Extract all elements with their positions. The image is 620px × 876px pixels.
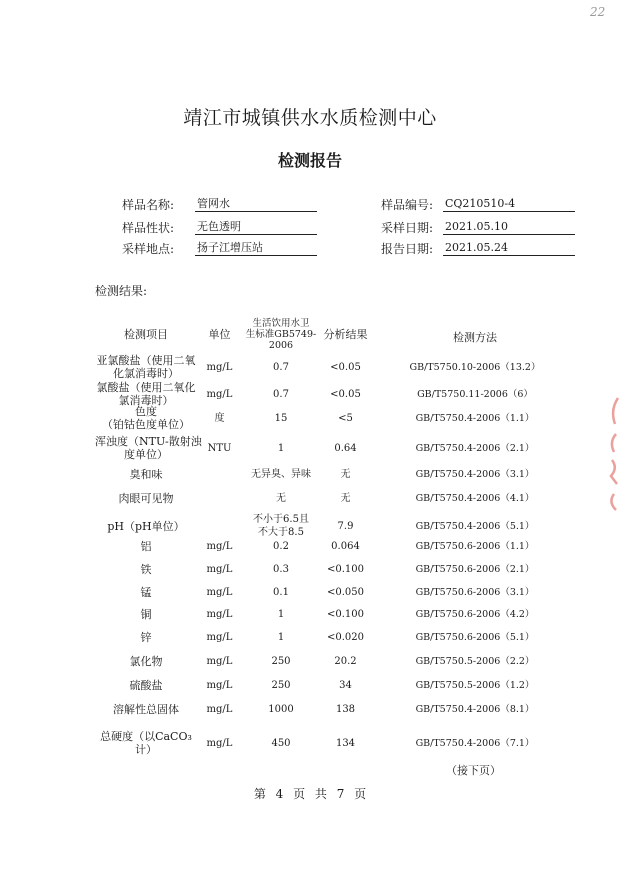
- report-date-value: 2021.05.24: [443, 241, 575, 256]
- sample-state-label: 样品性状:: [122, 221, 175, 235]
- row-method: GB/T5750.5-2006（2.2）: [415, 656, 535, 667]
- row-item: 亚氯酸盐（使用二氧 化氯消毒时）: [96, 354, 196, 380]
- sampling-site-label: 采样地点:: [122, 242, 175, 256]
- row-limit: 0.3: [273, 564, 289, 575]
- row-result: <0.05: [330, 388, 361, 400]
- sample-no-label: 样品编号:: [381, 198, 434, 212]
- row-item: 锌: [140, 631, 152, 644]
- row-item: 铝: [140, 540, 152, 553]
- handwritten-page-mark: 22: [590, 5, 606, 19]
- row-item: pH（pH单位）: [107, 519, 185, 533]
- row-unit: mg/L: [206, 587, 233, 598]
- row-unit: mg/L: [206, 704, 233, 715]
- row-limit: 250: [271, 656, 291, 667]
- row-result: 34: [339, 680, 352, 691]
- row-result: 无: [340, 493, 351, 504]
- row-item: 硫酸盐: [129, 679, 163, 692]
- row-unit: mg/L: [206, 564, 233, 575]
- row-result: 0.064: [331, 541, 360, 552]
- row-method: GB/T5750.6-2006（3.1）: [415, 587, 535, 598]
- row-item: 色度 （铂钴色度单位）: [102, 405, 190, 431]
- row-method: GB/T5750.6-2006（5.1）: [415, 632, 535, 643]
- row-item: 铁: [140, 563, 152, 576]
- row-unit: mg/L: [206, 656, 233, 667]
- row-limit: 1: [277, 609, 285, 620]
- row-method: GB/T5750.4-2006（4.1）: [415, 493, 535, 504]
- row-result: 20.2: [334, 656, 357, 667]
- sample-no-value: CQ210510-4: [443, 197, 575, 212]
- row-unit: mg/L: [206, 541, 233, 552]
- row-method: GB/T5750.4-2006（3.1）: [415, 469, 535, 480]
- row-result: <0.050: [326, 587, 364, 598]
- row-item: 氯酸盐（使用二氧化 氯消毒时）: [96, 381, 196, 407]
- row-item: 臭和味: [129, 468, 163, 481]
- row-method: GB/T5750.5-2006（1.2）: [415, 680, 535, 691]
- row-unit: mg/L: [206, 609, 233, 620]
- row-limit: 无异臭、异味: [251, 469, 311, 480]
- row-method: GB/T5750.11-2006（6）: [417, 388, 533, 400]
- row-item: 肉眼可见物: [118, 492, 174, 505]
- sample-name-value: 管网水: [195, 197, 317, 212]
- page-footer: 第 4 页 共 7 页: [253, 787, 367, 801]
- row-method: GB/T5750.4-2006（8.1）: [415, 704, 535, 715]
- row-limit: 0.7: [273, 361, 289, 373]
- row-result: <5: [338, 412, 353, 424]
- row-item: 浑浊度（NTU-散射浊 度单位）: [95, 435, 202, 461]
- row-method: GB/T5750.4-2006（1.1）: [415, 412, 535, 424]
- row-method: GB/T5750.6-2006（2.1）: [415, 564, 535, 575]
- seal-stamp-edge: [606, 390, 620, 520]
- row-method: GB/T5750.4-2006（7.1）: [415, 737, 535, 749]
- row-unit: mg/L: [206, 737, 233, 749]
- row-item: 铜: [140, 608, 152, 621]
- row-limit: 无: [276, 493, 286, 504]
- sampling-site-value: 扬子江增压站: [195, 241, 317, 256]
- row-result: <0.100: [326, 564, 364, 575]
- header-unit: 单位: [208, 328, 231, 341]
- row-unit: NTU: [207, 442, 232, 454]
- row-unit: mg/L: [206, 680, 233, 691]
- header-result: 分析结果: [323, 328, 368, 341]
- row-result: <0.020: [326, 632, 364, 643]
- row-result: 138: [335, 704, 356, 715]
- header-limit: 生活饮用水卫 生标准GB5749- 2006: [245, 318, 317, 351]
- row-result: <0.05: [330, 361, 361, 373]
- row-result: 7.9: [337, 520, 354, 532]
- sampling-date-value: 2021.05.10: [443, 220, 575, 235]
- results-section-label: 检测结果:: [95, 284, 148, 298]
- row-limit: 450: [271, 737, 291, 749]
- row-method: GB/T5750.4-2006（5.1）: [415, 520, 535, 532]
- row-limit: 0.2: [273, 541, 289, 552]
- row-result: 134: [335, 737, 356, 749]
- row-method: GB/T5750.4-2006（2.1）: [415, 442, 535, 454]
- continued-note: （接下页）: [446, 764, 501, 777]
- row-result: 无: [340, 469, 351, 480]
- header-item: 检测项目: [124, 328, 168, 341]
- row-limit: 250: [271, 680, 291, 691]
- header-method: 检测方法: [453, 331, 497, 344]
- row-unit: mg/L: [206, 361, 233, 373]
- sample-name-label: 样品名称:: [122, 198, 175, 212]
- row-limit: 0.1: [273, 587, 289, 598]
- organization-title: 靖江市城镇供水水质检测中心: [183, 107, 437, 129]
- row-item: 锰: [140, 586, 152, 599]
- row-item: 总硬度（以CaCO₃ 计）: [100, 730, 192, 756]
- row-unit: mg/L: [206, 388, 233, 400]
- row-item: 溶解性总固体: [113, 703, 179, 716]
- row-method: GB/T5750.6-2006（1.1）: [415, 541, 535, 552]
- sampling-date-label: 采样日期:: [381, 221, 434, 235]
- row-unit: mg/L: [206, 632, 233, 643]
- row-method: GB/T5750.6-2006（4.2）: [415, 609, 535, 620]
- row-item: 氯化物: [129, 655, 163, 668]
- row-result: 0.64: [334, 442, 357, 454]
- row-method: GB/T5750.10-2006（13.2）: [409, 361, 541, 373]
- row-limit: 1: [277, 632, 285, 643]
- row-limit: 1: [277, 442, 285, 454]
- row-result: <0.100: [326, 609, 364, 620]
- report-title: 检测报告: [277, 151, 342, 170]
- row-limit: 不小于6.5且 不大于8.5: [253, 514, 309, 538]
- report-date-label: 报告日期:: [381, 242, 434, 256]
- row-unit: 度: [214, 412, 225, 424]
- row-limit: 0.7: [273, 388, 289, 400]
- sample-state-value: 无色透明: [195, 220, 317, 235]
- row-limit: 1000: [268, 704, 294, 715]
- row-limit: 15: [274, 412, 288, 424]
